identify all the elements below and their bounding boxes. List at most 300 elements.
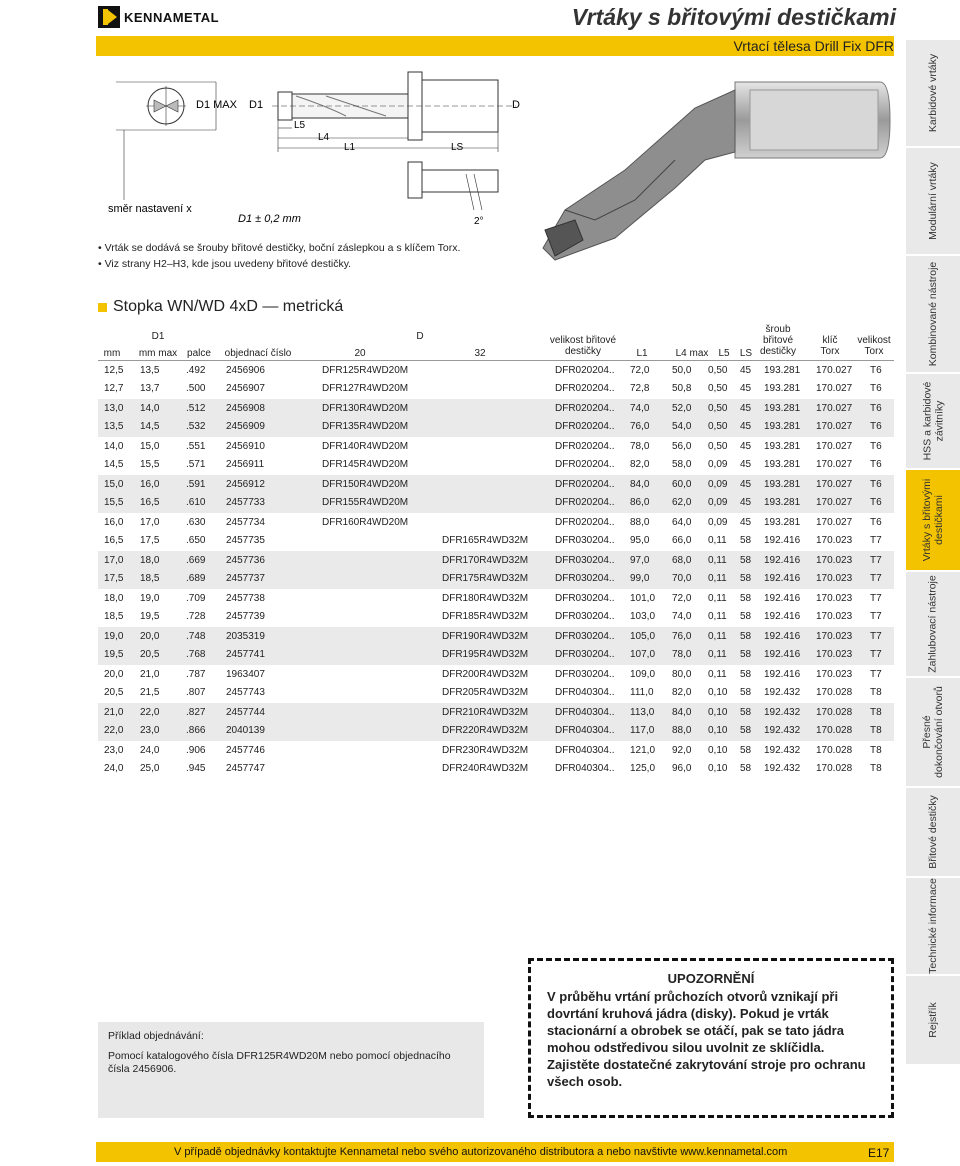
cell-max: 15,0 bbox=[140, 441, 160, 452]
cell-l4: 66,0 bbox=[672, 535, 692, 546]
cell-order: 2457736 bbox=[226, 555, 265, 566]
cell-key: 170.023 bbox=[816, 535, 853, 546]
cell-inch: .610 bbox=[186, 497, 206, 508]
cell-l5: 0,10 bbox=[708, 687, 728, 698]
cell-l4: 56,0 bbox=[672, 441, 692, 452]
cell-key: 170.027 bbox=[816, 365, 853, 376]
cell-screw: 193.281 bbox=[764, 421, 801, 432]
cell-order: 2040139 bbox=[226, 725, 265, 736]
cell-l4: 76,0 bbox=[672, 631, 692, 642]
cell-l5: 0,50 bbox=[708, 441, 728, 452]
cell-d20: DFR127R4WD20M bbox=[322, 383, 409, 394]
drill-body-shape bbox=[543, 82, 890, 260]
dim-d1: D1 bbox=[249, 99, 264, 111]
cell-insert: DFR030204.. bbox=[555, 631, 615, 642]
cell-key: 170.023 bbox=[816, 573, 853, 584]
cell-order: 2456906 bbox=[226, 365, 265, 376]
cell-insert: DFR040304.. bbox=[555, 763, 615, 774]
table-row bbox=[98, 742, 894, 759]
cell-mm: 14,0 bbox=[104, 441, 124, 452]
cell-max: 16,5 bbox=[140, 497, 160, 508]
cell-screw: 192.416 bbox=[764, 669, 801, 680]
tolerance-label: D1 ± 0,2 mm bbox=[238, 213, 301, 225]
th-screw: šroub břitové destičky bbox=[759, 324, 797, 357]
cell-key: 170.027 bbox=[816, 421, 853, 432]
cell-ls: 58 bbox=[740, 535, 752, 546]
cell-l5: 0,50 bbox=[708, 403, 728, 414]
cell-d32: DFR175R4WD32M bbox=[442, 573, 529, 584]
cell-l4: 50,0 bbox=[672, 365, 692, 376]
cell-d32: DFR195R4WD32M bbox=[442, 649, 529, 660]
th-torx-size: velikost Torx bbox=[857, 335, 891, 357]
cell-max: 25,0 bbox=[140, 763, 160, 774]
cell-l1: 99,0 bbox=[630, 573, 650, 584]
cell-inch: .512 bbox=[186, 403, 206, 414]
cell-ls: 45 bbox=[740, 403, 752, 414]
cell-mm: 22,0 bbox=[104, 725, 124, 736]
side-tab-label: Zahlubovací nástroje bbox=[927, 575, 940, 673]
cell-mm: 12,5 bbox=[104, 365, 124, 376]
cell-ls: 45 bbox=[740, 441, 752, 452]
cell-key: 170.028 bbox=[816, 763, 853, 774]
cell-key: 170.027 bbox=[816, 403, 853, 414]
cell-l5: 0,09 bbox=[708, 497, 728, 508]
table-row bbox=[98, 476, 894, 493]
cell-l4: 62,0 bbox=[672, 497, 692, 508]
cell-inch: .748 bbox=[186, 631, 206, 642]
table-row bbox=[98, 438, 894, 455]
cell-torx: T7 bbox=[870, 573, 882, 584]
cell-max: 17,0 bbox=[140, 517, 160, 528]
cell-ls: 45 bbox=[740, 383, 752, 394]
cell-l1: 105,0 bbox=[630, 631, 656, 642]
drill-photo bbox=[535, 60, 895, 270]
th-mm: mm bbox=[103, 348, 121, 359]
cell-screw: 192.416 bbox=[764, 573, 801, 584]
cell-l1: 109,0 bbox=[630, 669, 656, 680]
side-tab-label: Technické informace bbox=[927, 878, 939, 974]
cell-l4: 96,0 bbox=[672, 763, 692, 774]
cell-max: 21,0 bbox=[140, 669, 160, 680]
cell-l1: 107,0 bbox=[630, 649, 656, 660]
cell-insert: DFR020204.. bbox=[555, 479, 615, 490]
cell-l5: 0,11 bbox=[708, 573, 727, 584]
cell-inch: .768 bbox=[186, 649, 206, 660]
cell-max: 19,0 bbox=[140, 593, 160, 604]
cell-torx: T8 bbox=[870, 763, 882, 774]
cell-torx: T8 bbox=[870, 707, 882, 718]
side-tab-label: Vrtáky s břitovými destičkami bbox=[921, 478, 945, 562]
cell-inch: .787 bbox=[186, 669, 206, 680]
cell-d20: DFR130R4WD20M bbox=[322, 403, 409, 414]
cell-l5: 0,09 bbox=[708, 479, 728, 490]
side-tab[interactable] bbox=[906, 40, 960, 148]
cell-d32: DFR240R4WD32M bbox=[442, 763, 529, 774]
cell-max: 20,5 bbox=[140, 649, 160, 660]
cell-inch: .532 bbox=[186, 421, 206, 432]
cell-screw: 192.416 bbox=[764, 631, 801, 642]
cell-d32: DFR180R4WD32M bbox=[442, 593, 529, 604]
cell-order: 2456908 bbox=[226, 403, 265, 414]
cell-key: 170.027 bbox=[816, 497, 853, 508]
cell-l4: 74,0 bbox=[672, 611, 692, 622]
cell-order: 1963407 bbox=[226, 669, 265, 680]
table-row bbox=[98, 608, 894, 625]
table-row bbox=[98, 514, 894, 531]
cell-key: 170.023 bbox=[816, 555, 853, 566]
cell-insert: DFR030204.. bbox=[555, 555, 615, 566]
cell-l4: 82,0 bbox=[672, 687, 692, 698]
cell-order: 2457746 bbox=[226, 745, 265, 756]
cell-max: 14,0 bbox=[140, 403, 160, 414]
cell-ls: 45 bbox=[740, 459, 752, 470]
cell-ls: 45 bbox=[740, 421, 752, 432]
bullet-list bbox=[98, 240, 460, 272]
cell-max: 14,5 bbox=[140, 421, 160, 432]
cell-insert: DFR030204.. bbox=[555, 649, 615, 660]
cell-inch: .945 bbox=[186, 763, 206, 774]
bullet-item: • Viz strany H2–H3, kde jsou uvedeny břitové destičky. bbox=[98, 256, 460, 272]
side-tab[interactable] bbox=[906, 148, 960, 256]
cell-key: 170.028 bbox=[816, 707, 853, 718]
cell-mm: 18,0 bbox=[104, 593, 124, 604]
cell-screw: 193.281 bbox=[764, 517, 801, 528]
cell-ls: 58 bbox=[740, 763, 752, 774]
cell-ls: 45 bbox=[740, 365, 752, 376]
cell-order: 2457734 bbox=[226, 517, 265, 528]
cell-screw: 193.281 bbox=[764, 441, 801, 452]
order-example-box bbox=[98, 1022, 484, 1118]
cell-torx: T7 bbox=[870, 555, 882, 566]
cell-l1: 84,0 bbox=[630, 479, 650, 490]
cell-l5: 0,50 bbox=[708, 421, 728, 432]
cell-insert: DFR040304.. bbox=[555, 745, 615, 756]
cell-d20: DFR145R4WD20M bbox=[322, 459, 409, 470]
cell-screw: 193.281 bbox=[764, 479, 801, 490]
cell-ls: 58 bbox=[740, 669, 752, 680]
cell-torx: T7 bbox=[870, 535, 882, 546]
cell-l4: 68,0 bbox=[672, 555, 692, 566]
cell-screw: 193.281 bbox=[764, 383, 801, 394]
cell-torx: T7 bbox=[870, 593, 882, 604]
cell-max: 23,0 bbox=[140, 725, 160, 736]
cell-order: 2456911 bbox=[226, 459, 265, 470]
technical-drawing bbox=[96, 70, 526, 230]
cell-key: 170.027 bbox=[816, 479, 853, 490]
cell-torx: T7 bbox=[870, 611, 882, 622]
cell-order: 2457738 bbox=[226, 593, 265, 604]
cell-l5: 0,10 bbox=[708, 707, 728, 718]
dim-d: D bbox=[512, 99, 520, 111]
cell-l4: 52,0 bbox=[672, 403, 692, 414]
cell-insert: DFR030204.. bbox=[555, 593, 615, 604]
side-view-drawing bbox=[272, 72, 516, 210]
cell-d32: DFR200R4WD32M bbox=[442, 669, 529, 680]
th-palce: palce bbox=[187, 348, 211, 359]
footer-text: V případě objednávky kontaktujte Kennametal nebo svého autorizovaného distributora a nebo navštivte www.kennametal.com bbox=[174, 1146, 788, 1158]
cell-max: 13,5 bbox=[140, 365, 160, 376]
cell-l5: 0,50 bbox=[708, 383, 728, 394]
page-number: E17 bbox=[868, 1146, 890, 1160]
cell-torx: T8 bbox=[870, 745, 882, 756]
cell-order: 2457747 bbox=[226, 763, 265, 774]
table-row bbox=[98, 628, 894, 645]
cell-l1: 117,0 bbox=[630, 725, 655, 736]
cell-torx: T6 bbox=[870, 365, 882, 376]
cell-inch: .709 bbox=[186, 593, 206, 604]
cell-d20: DFR140R4WD20M bbox=[322, 441, 409, 452]
cell-key: 170.023 bbox=[816, 669, 853, 680]
side-tab-label: Modulární vrtáky bbox=[927, 162, 939, 240]
side-tab-label: Karbidové vrtáky bbox=[927, 53, 940, 133]
cell-order: 2456909 bbox=[226, 421, 265, 432]
table-row bbox=[98, 666, 894, 683]
cell-d20: DFR155R4WD20M bbox=[322, 497, 409, 508]
cell-insert: DFR030204.. bbox=[555, 669, 615, 680]
cell-inch: .492 bbox=[186, 365, 206, 376]
cell-key: 170.027 bbox=[816, 459, 853, 470]
cell-d32: DFR185R4WD32M bbox=[442, 611, 529, 622]
cell-ls: 58 bbox=[740, 649, 752, 660]
th-d32: 32 bbox=[474, 348, 486, 359]
cell-mm: 16,5 bbox=[104, 535, 124, 546]
cell-ls: 45 bbox=[740, 517, 752, 528]
cell-screw: 193.281 bbox=[764, 403, 801, 414]
table-row bbox=[98, 704, 894, 721]
cell-l5: 0,11 bbox=[708, 555, 727, 566]
cell-l5: 0,09 bbox=[708, 517, 728, 528]
cell-inch: .807 bbox=[186, 687, 206, 698]
cell-l4: 54,0 bbox=[672, 421, 692, 432]
cell-ls: 58 bbox=[740, 611, 752, 622]
side-tab[interactable] bbox=[906, 878, 960, 976]
cell-inch: .728 bbox=[186, 611, 206, 622]
cell-mm: 19,0 bbox=[104, 631, 124, 642]
table-row bbox=[98, 590, 894, 607]
table-row bbox=[98, 362, 894, 379]
cell-screw: 192.416 bbox=[764, 593, 801, 604]
cell-mm: 21,0 bbox=[104, 707, 124, 718]
cell-mm: 12,7 bbox=[104, 383, 124, 394]
table-row bbox=[98, 684, 894, 701]
cell-torx: T6 bbox=[870, 383, 882, 394]
cell-torx: T7 bbox=[870, 631, 882, 642]
cell-l1: 76,0 bbox=[630, 421, 650, 432]
side-tab[interactable] bbox=[906, 256, 960, 374]
page-subtitle: Vrtací tělesa Drill Fix DFR bbox=[733, 38, 894, 54]
cell-screw: 192.416 bbox=[764, 555, 801, 566]
cell-insert: DFR020204.. bbox=[555, 497, 615, 508]
cell-mm: 23,0 bbox=[104, 745, 124, 756]
bullet-item: • Vrták se dodává se šrouby břitové destičky, boční záslepkou a s klíčem Torx. bbox=[98, 240, 460, 256]
cell-l1: 121,0 bbox=[630, 745, 656, 756]
cell-d32: DFR220R4WD32M bbox=[442, 725, 529, 736]
cell-screw: 192.416 bbox=[764, 535, 801, 546]
cell-order: 2456910 bbox=[226, 441, 265, 452]
cell-ls: 58 bbox=[740, 707, 752, 718]
cell-l5: 0,10 bbox=[708, 763, 728, 774]
cell-torx: T6 bbox=[870, 459, 882, 470]
cell-mm: 15,5 bbox=[104, 497, 124, 508]
th-d: D bbox=[416, 331, 424, 342]
cell-l1: 103,0 bbox=[630, 611, 656, 622]
side-tab-label: Rejstřík bbox=[927, 1002, 939, 1038]
table-row bbox=[98, 570, 894, 587]
cell-l4: 78,0 bbox=[672, 649, 692, 660]
cell-insert: DFR040304.. bbox=[555, 725, 615, 736]
warning-box bbox=[528, 958, 894, 1118]
cell-order: 2456912 bbox=[226, 479, 265, 490]
table-row bbox=[98, 400, 894, 417]
cell-order: 2035319 bbox=[226, 631, 265, 642]
cell-l4: 58,0 bbox=[672, 459, 692, 470]
th-d1: D1 bbox=[151, 331, 165, 342]
cell-order: 2457743 bbox=[226, 687, 265, 698]
side-tab-label: Přesné dokončování otvorů bbox=[921, 686, 945, 778]
dim-l1: L1 bbox=[344, 142, 356, 153]
cell-l5: 0,11 bbox=[708, 669, 727, 680]
th-l4: L4 max bbox=[675, 348, 709, 359]
cell-torx: T6 bbox=[870, 421, 882, 432]
cell-d32: DFR230R4WD32M bbox=[442, 745, 529, 756]
cell-insert: DFR020204.. bbox=[555, 403, 615, 414]
cell-insert: DFR020204.. bbox=[555, 421, 615, 432]
cell-l5: 0,10 bbox=[708, 745, 728, 756]
cell-l5: 0,50 bbox=[708, 365, 728, 376]
cell-screw: 192.432 bbox=[764, 745, 801, 756]
cell-mm: 24,0 bbox=[104, 763, 124, 774]
cell-ls: 58 bbox=[740, 573, 752, 584]
cell-ls: 58 bbox=[740, 745, 752, 756]
table-row bbox=[98, 646, 894, 663]
cell-screw: 193.281 bbox=[764, 365, 801, 376]
side-tab[interactable] bbox=[906, 976, 960, 1066]
cell-ls: 58 bbox=[740, 593, 752, 604]
cell-l5: 0,11 bbox=[708, 535, 727, 546]
cell-key: 170.028 bbox=[816, 725, 853, 736]
cell-insert: DFR020204.. bbox=[555, 441, 615, 452]
cell-max: 17,5 bbox=[140, 535, 160, 546]
cell-inch: .827 bbox=[186, 707, 206, 718]
table-row bbox=[98, 760, 894, 777]
cell-max: 19,5 bbox=[140, 611, 160, 622]
cell-torx: T6 bbox=[870, 403, 882, 414]
cell-torx: T6 bbox=[870, 517, 882, 528]
cell-mm: 17,5 bbox=[104, 573, 124, 584]
cell-mm: 17,0 bbox=[104, 555, 124, 566]
cell-max: 24,0 bbox=[140, 745, 160, 756]
cell-l5: 0,09 bbox=[708, 459, 728, 470]
cell-l4: 50,8 bbox=[672, 383, 692, 394]
cell-l4: 60,0 bbox=[672, 479, 692, 490]
side-tab[interactable] bbox=[906, 374, 960, 470]
cell-ls: 58 bbox=[740, 555, 752, 566]
cell-d32: DFR190R4WD32M bbox=[442, 631, 529, 642]
warning-text: V průběhu vrtání průchozích otvorů vznikají při dovrtání kruhová jádra (disky). Pokud je vrták stacionární a obrobek se otáčí, pak se tato jádra mohou odstředivou silou uvolnit ze sklíčidla. Zajistěte dostatečné zakrytování stroje pro ochranu všech osob. bbox=[547, 989, 866, 1089]
cell-l4: 70,0 bbox=[672, 573, 692, 584]
cell-screw: 192.432 bbox=[764, 763, 801, 774]
cell-order: 2457739 bbox=[226, 611, 265, 622]
cell-order: 2457737 bbox=[226, 573, 265, 584]
cell-l5: 0,11 bbox=[708, 631, 727, 642]
side-tab[interactable] bbox=[906, 788, 960, 878]
cell-inch: .571 bbox=[186, 459, 206, 470]
cell-l4: 72,0 bbox=[672, 593, 692, 604]
cell-insert: DFR020204.. bbox=[555, 459, 615, 470]
cell-mm: 20,0 bbox=[104, 669, 124, 680]
side-tab[interactable] bbox=[906, 678, 960, 788]
cell-inch: .669 bbox=[186, 555, 206, 566]
table-row bbox=[98, 552, 894, 569]
cell-key: 170.027 bbox=[816, 383, 853, 394]
cell-l1: 78,0 bbox=[630, 441, 650, 452]
section-title: Stopka WN/WD 4xD — metrická bbox=[113, 298, 344, 315]
cell-screw: 192.416 bbox=[764, 611, 801, 622]
cell-l4: 64,0 bbox=[672, 517, 692, 528]
cell-inch: .650 bbox=[186, 535, 206, 546]
cell-torx: T7 bbox=[870, 649, 882, 660]
cell-max: 15,5 bbox=[140, 459, 160, 470]
cell-max: 18,5 bbox=[140, 573, 160, 584]
cell-d20: DFR150R4WD20M bbox=[322, 479, 409, 490]
cell-ls: 58 bbox=[740, 725, 752, 736]
direction-label: směr nastavení x bbox=[108, 203, 192, 215]
cell-l1: 95,0 bbox=[630, 535, 650, 546]
cell-l1: 97,0 bbox=[630, 555, 650, 566]
cell-l1: 88,0 bbox=[630, 517, 650, 528]
cell-l4: 88,0 bbox=[672, 725, 692, 736]
cell-insert: DFR030204.. bbox=[555, 611, 615, 622]
cell-torx: T6 bbox=[870, 479, 882, 490]
th-l1: L1 bbox=[636, 348, 648, 359]
cell-d20: DFR160R4WD20M bbox=[322, 517, 409, 528]
cell-torx: T8 bbox=[870, 687, 882, 698]
th-ls: LS bbox=[739, 348, 753, 359]
cell-max: 13,7 bbox=[140, 383, 160, 394]
cell-d32: DFR170R4WD32M bbox=[442, 555, 529, 566]
side-tab[interactable] bbox=[906, 572, 960, 678]
cell-insert: DFR030204.. bbox=[555, 573, 615, 584]
cell-l5: 0,11 bbox=[708, 649, 727, 660]
cell-ls: 45 bbox=[740, 497, 752, 508]
warning-title: UPOZORNĚNÍ bbox=[667, 971, 755, 986]
cell-inch: .630 bbox=[186, 517, 206, 528]
cell-insert: DFR020204.. bbox=[555, 517, 615, 528]
side-navigation bbox=[906, 40, 960, 1120]
cell-screw: 193.281 bbox=[764, 459, 801, 470]
th-mm-max: mm max bbox=[138, 348, 178, 359]
cell-mm: 15,0 bbox=[104, 479, 124, 490]
cell-insert: DFR040304.. bbox=[555, 707, 615, 718]
cell-mm: 13,5 bbox=[104, 421, 124, 432]
side-tab[interactable] bbox=[906, 470, 960, 572]
cell-l1: 101,0 bbox=[630, 593, 656, 604]
cell-l5: 0,10 bbox=[708, 725, 728, 736]
cell-l1: 72,8 bbox=[630, 383, 650, 394]
cell-d20: DFR125R4WD20M bbox=[322, 365, 409, 376]
dim-l5: L5 bbox=[294, 120, 306, 131]
cell-key: 170.028 bbox=[816, 745, 853, 756]
cell-mm: 19,5 bbox=[104, 649, 124, 660]
cell-screw: 192.416 bbox=[764, 649, 801, 660]
cell-key: 170.023 bbox=[816, 631, 853, 642]
cell-mm: 14,5 bbox=[104, 459, 124, 470]
cell-l4: 80,0 bbox=[672, 669, 692, 680]
cell-d32: DFR210R4WD32M bbox=[442, 707, 529, 718]
cell-key: 170.027 bbox=[816, 517, 853, 528]
cell-max: 16,0 bbox=[140, 479, 160, 490]
cell-inch: .551 bbox=[186, 441, 206, 452]
